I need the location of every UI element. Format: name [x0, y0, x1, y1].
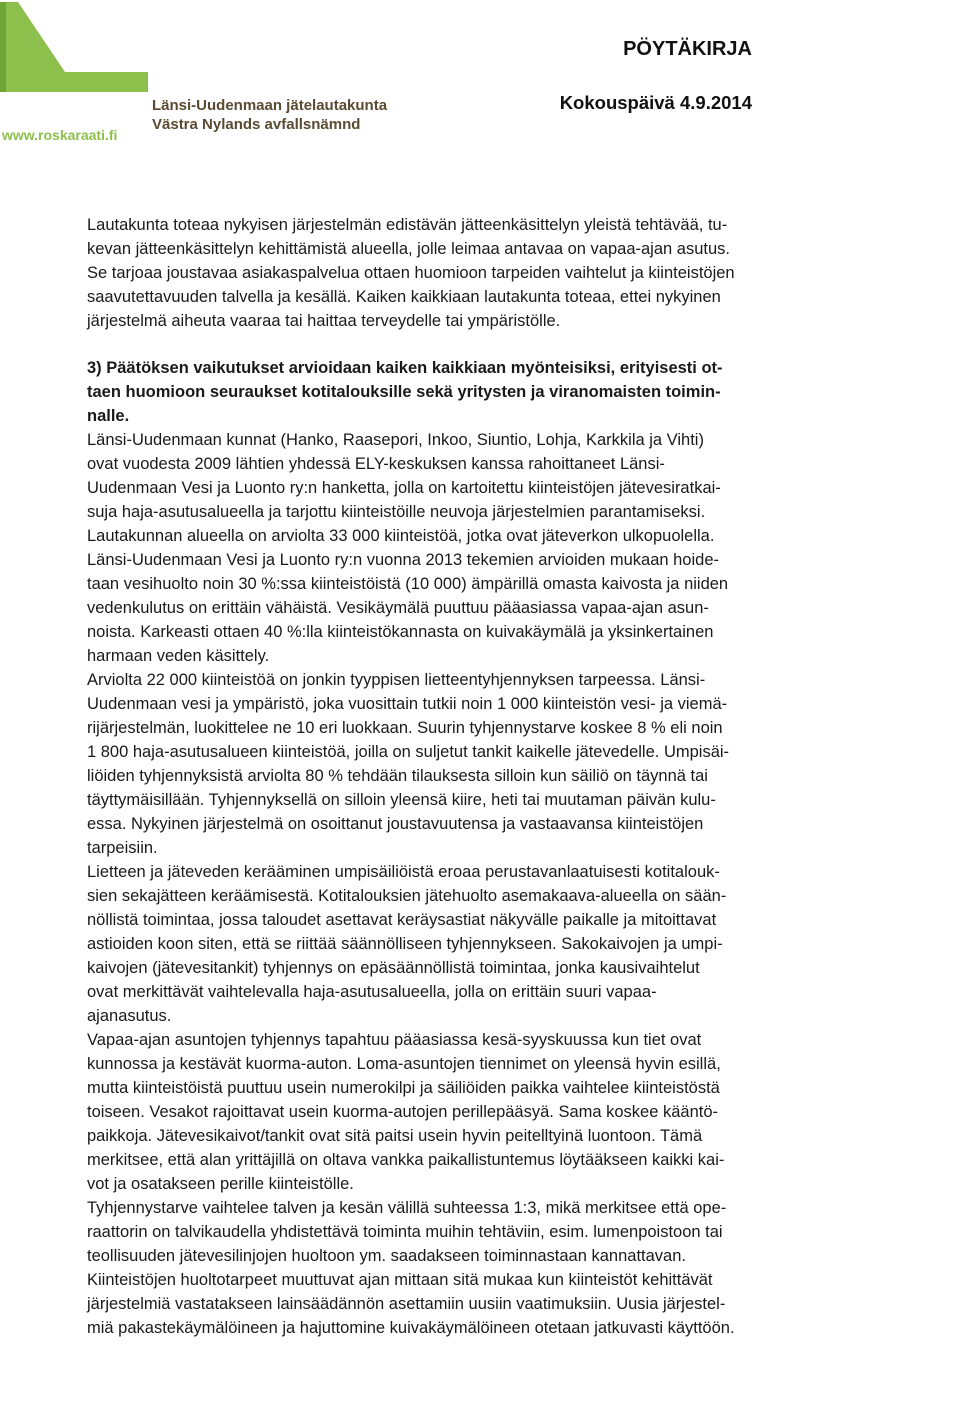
text-line: ajanasutus. — [87, 1007, 172, 1025]
text-line: järjestelmiä vastatakseen lainsäädännön asettamiin uusiin vaatimuksiin. Uusia järjestel- — [87, 1295, 726, 1313]
text-line: Uudenmaan Vesi ja Luonto ry:n hanketta, jolla on kartoitettu kiinteistöjen jätevesiratkai- — [87, 479, 721, 497]
text-line: vot ja osatakseen perille kiinteistölle. — [87, 1175, 354, 1193]
text-line: ovat merkittävät vaihtelevalla haja-asutusalueella, jolla on erittäin suuri vapaa- — [87, 983, 657, 1001]
heading-line: nalle. — [87, 407, 130, 425]
logo-url: www.roskaraati.fi — [2, 127, 118, 143]
text-line: ovat vuodesta 2009 lähtien yhdessä ELY-keskuksen kanssa rahoittaneet Länsi- — [87, 455, 665, 473]
text-line: essa. Nykyinen järjestelmä on osoittanut joustavuutensa ja vastaavansa kiinteistöjen — [87, 815, 704, 833]
document-title: PÖYTÄKIRJA — [623, 38, 752, 60]
text-line: toiseen. Vesakot rajoittavat usein kuorma-autojen perillepääsyä. Sama koskee kääntö- — [87, 1103, 719, 1121]
meeting-date: Kokouspäivä 4.9.2014 — [559, 92, 752, 113]
text-line: tarpeisiin. — [87, 839, 158, 857]
text-line: raattorin on talvikaudella yhdistettävä toiminta muihin tehtäviin, esim. lumenpoistoon tai — [87, 1223, 723, 1241]
section-heading-impacts — [87, 356, 943, 428]
text-line: nöllistä toimintaa, jossa taloudet asettavat keräysastiat näkyvälle paikalle ja mitoittavat — [87, 911, 717, 929]
text-line: kunnossa ja kestävät kuorma-auton. Loma-asuntojen tiennimet on yleensä hyvin esillä, — [87, 1055, 721, 1073]
text-line: Se tarjoaa joustavaa asiakaspalvelua ottaen huomioon tarpeiden vaihtelut ja kiinteistöjen — [87, 264, 735, 282]
text-line: sien sekajätteen keräämisestä. Kotitalouksien jätehuolto asemakaava-alueella on sään- — [87, 887, 727, 905]
text-line: taan vesihuolto noin 30 %:ssa kiinteistöistä (10 000) ämpärillä omasta kaivosta ja niiden — [87, 575, 729, 593]
logo-graphic — [0, 2, 340, 92]
text-line: Länsi-Uudenmaan kunnat (Hanko, Raasepori, Inkoo, Siuntio, Lohja, Karkkila ja Vihti) — [87, 431, 704, 449]
logo-name-sv: Västra Nylands avfallsnämnd — [152, 116, 361, 133]
text-line: saavutettavuuden talvella ja kesällä. Kaiken kaikkiaan lautakunta toteaa, ettei nykyinen — [87, 288, 721, 306]
text-line: paikkoja. Jätevesikaivot/tankit ovat sitä paitsi usein hyvin peitelltyinä luontoon. Tämä — [87, 1127, 703, 1145]
text-line: Länsi-Uudenmaan Vesi ja Luonto ry:n vuonna 2013 tekemien arvioiden mukaan hoide- — [87, 551, 719, 569]
text-line: Lautakunnan alueella on arviolta 33 000 kiinteistöä, jotka ovat jäteverkon ulkopuolella. — [87, 527, 715, 545]
committee-logo — [0, 0, 400, 150]
text-line: järjestelmä aiheuta vaaraa tai haittaa terveydelle tai ympäristölle. — [87, 312, 561, 330]
logo-name-fi: Länsi-Uudenmaan jätelautakunta — [152, 97, 388, 114]
text-line: kevan jätteenkäsittelyn kehittämistä alueella, jolle leimaa antavaa on vapaa-ajan asutus. — [87, 240, 730, 258]
text-line: Tyhjennystarve vaihtelee talven ja kesän välillä suhteessa 1:3, mikä merkitsee että ope- — [87, 1199, 727, 1217]
text-line: Lietteen ja jäteveden kerääminen umpisäiliöistä eroaa perustavanlaatuisesti kotitalouk- — [87, 863, 720, 881]
text-line: suja haja-asutusalueella ja tarjottu kiinteistöille neuvoja järjestelmien parantamiseksi. — [87, 503, 706, 521]
text-line: Arviolta 22 000 kiinteistöä on jonkin tyyppisen lietteentyhjennyksen tarpeessa. Länsi- — [87, 671, 706, 689]
text-line: merkitsee, että alan yrittäjillä on oltava vankka paikallistuntemus löytääkseen kaikki kai- — [87, 1151, 725, 1169]
text-line: Vapaa-ajan asuntojen tyhjennys tapahtuu pääasiassa kesä-syyskuussa kun tiet ovat — [87, 1031, 702, 1049]
text-line: Kiinteistöjen huoltotarpeet muuttuvat ajan mittaan sitä mukaa kun kiinteistöt kehittävät — [87, 1271, 713, 1289]
paragraph-background — [87, 428, 943, 1340]
text-line: teollisuuden jätevesilinjojen huoltoon ym. saadakseen toiminnastaan kannattavan. — [87, 1247, 686, 1265]
text-line: rijärjestelmän, luokittelee ne 10 eri luokkaan. Suurin tyhjennystarve koskee 8 % eli noin — [87, 719, 723, 737]
text-line: harmaan veden käsittely. — [87, 647, 270, 665]
heading-line: taen huomioon seuraukset kotitalouksille sekä yritysten ja viranomaisten toimin- — [87, 383, 721, 401]
text-line: astioiden koon siten, että se riittää säännölliseen tyhjennykseen. Sakokaivojen ja umpi- — [87, 935, 723, 953]
text-line: Uudenmaan vesi ja ympäristö, joka vuosittain tutkii noin 1 000 kiinteistön vesi- ja viemä- — [87, 695, 728, 713]
text-line: mutta kiinteistöistä puuttuu usein numerokilpi ja säiliöiden paikka vaihtelee kiinteistöstä — [87, 1079, 720, 1097]
text-line: Lautakunta toteaa nykyisen järjestelmän edistävän jätteenkäsittelyn yleistä tehtävää, tu- — [87, 216, 728, 234]
paragraph-conclusion — [87, 213, 943, 333]
text-line: kaivojen (jätevesitankit) tyhjennys on epäsäännöllistä toimintaa, jonka kausivaihtelut — [87, 959, 700, 977]
text-line: täyttymäisillään. Tyhjennyksellä on silloin yleensä kiire, heti tai muutaman päivän kulu- — [87, 791, 716, 809]
heading-line: 3) Päätöksen vaikutukset arvioidaan kaiken kaikkiaan myönteisiksi, erityisesti ot- — [87, 359, 723, 377]
document-body — [87, 213, 943, 1340]
text-line: liöiden tyhjennyksistä arviolta 80 % tehdään tilauksesta silloin kun säiliö on täynnä tai — [87, 767, 708, 785]
text-line: miä pakastekäymälöineen ja hajuttomine kuivakäymälöineen otetaan jatkuvasti käyttöön. — [87, 1319, 735, 1337]
text-line: noista. Karkeasti ottaen 40 %:lla kiinteistökannasta on kuivakäymälä ja yksinkertainen — [87, 623, 714, 641]
text-line: vedenkulutus on erittäin vähäistä. Vesikäymälä puuttuu pääasiassa vapaa-ajan asun- — [87, 599, 709, 617]
text-line: 1 800 haja-asutusalueen kiinteistöä, joilla on suljetut tankit kaikelle jätevedelle. Umpisäi- — [87, 743, 730, 761]
